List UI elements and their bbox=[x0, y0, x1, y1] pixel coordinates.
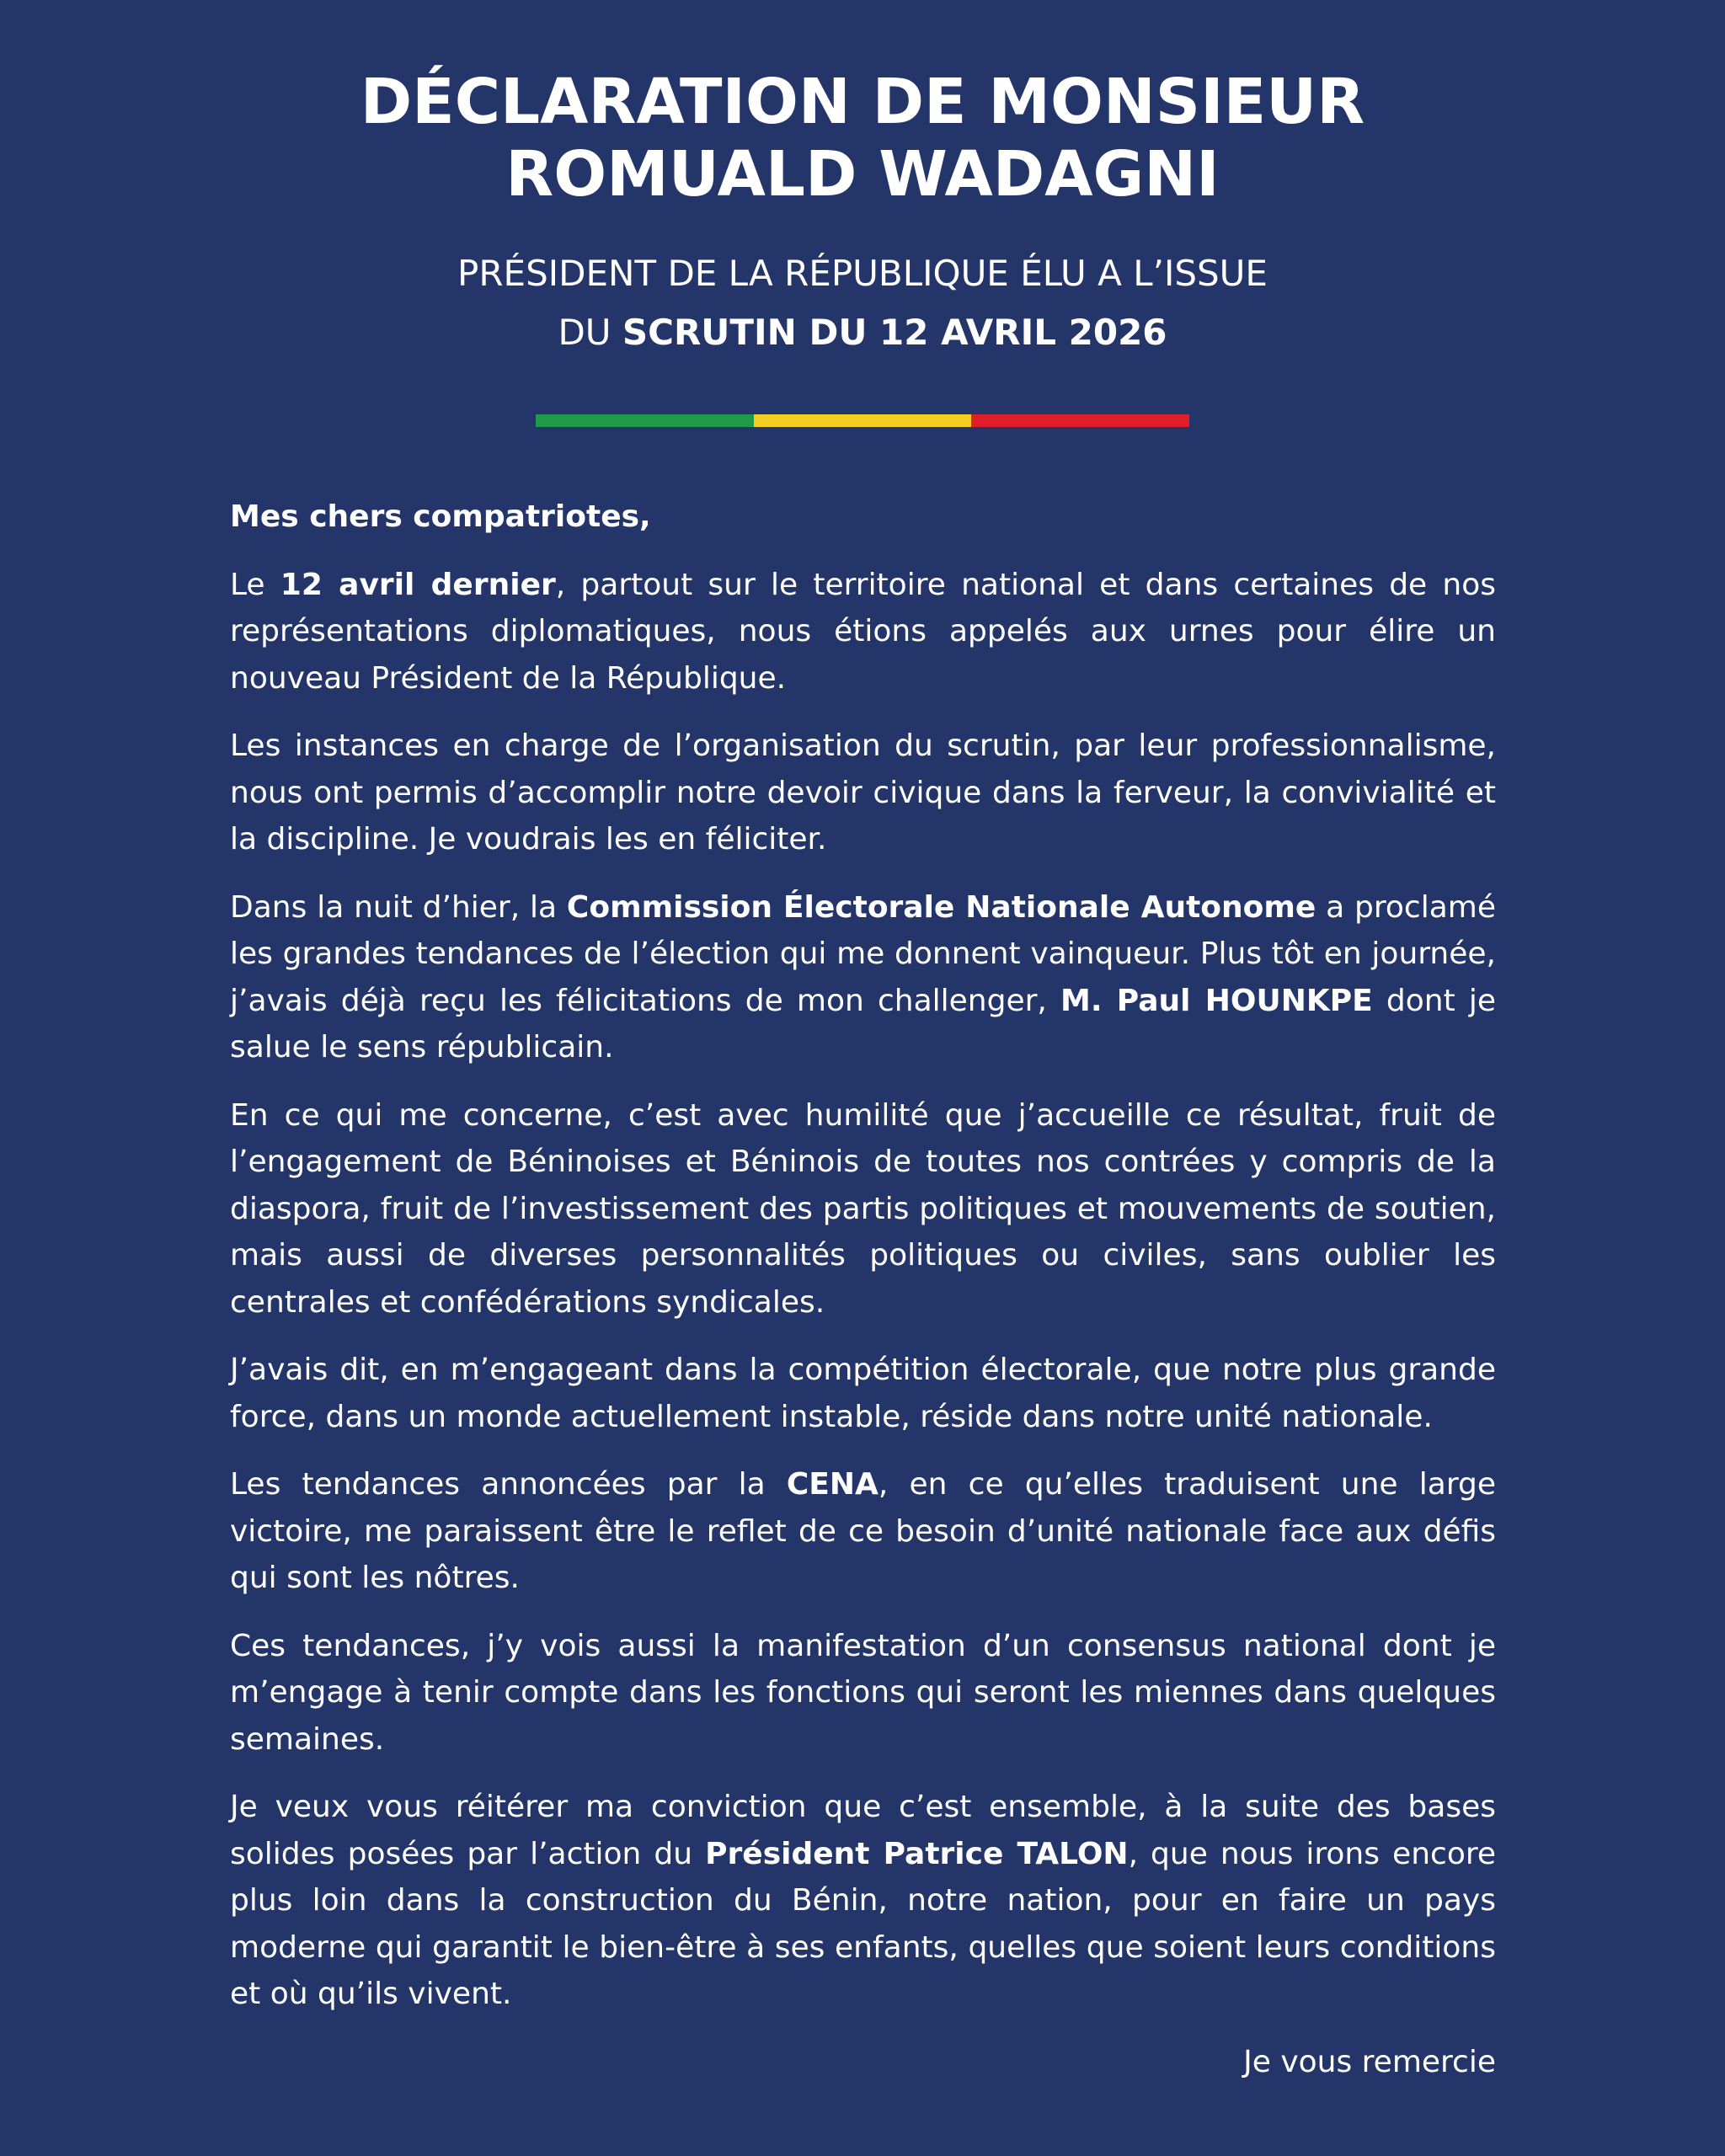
subtitle-line-1: PRÉSIDENT DE LA RÉPUBLIQUE ÉLU A L’ISSUE bbox=[457, 253, 1268, 294]
statement-body bbox=[230, 494, 1496, 2085]
p1-bold-date: 12 avril dernier bbox=[280, 567, 556, 602]
paragraph-3 bbox=[230, 884, 1496, 1071]
national-flag-divider bbox=[536, 414, 1189, 427]
title-line-2: ROMUALD WADAGNI bbox=[505, 138, 1220, 211]
p6-text-1: Les tendances annoncées par la bbox=[230, 1467, 787, 1502]
flag-stripe-red bbox=[971, 414, 1189, 427]
p3-bold-commission: Commission Électorale Nationale Autonome bbox=[566, 889, 1316, 925]
paragraph-2: Les instances en charge de l’organisation du scrutin, par leur professionnalisme, nous ont permis d’accomplir notre devoir civique dans la ferveur, la convivialité et la discipline. Je voudrais les en féliciter. bbox=[230, 728, 1496, 857]
p6-bold-cena: CENA bbox=[786, 1467, 879, 1502]
closing-line: Je vous remercie bbox=[1243, 2044, 1496, 2079]
subtitle bbox=[0, 244, 1725, 362]
p1-text-1: Le bbox=[230, 567, 280, 602]
salutation: Mes chers compatriotes, bbox=[230, 499, 651, 534]
p3-text-2: a proclamé les grandes tendances de l’élection qui me donnent vainqueur. Plus tôt en journée, j’avais déjà reçu les félicitations de mon challenger, bbox=[230, 889, 1497, 1018]
paragraph-6 bbox=[230, 1461, 1496, 1602]
subtitle-line-2-prefix: DU bbox=[558, 312, 622, 353]
paragraph-5: J’avais dit, en m’engageant dans la compétition électorale, que notre plus grande force, dans un monde actuellement instable, réside dans notre unité nationale. bbox=[230, 1353, 1496, 1434]
p3-text-3: dont je salue le sens républicain. bbox=[230, 983, 1496, 1065]
p6-text-2: , en ce qu’elles traduisent une large victoire, me paraissent être le reflet de ce besoin d’unité nationale face aux défis qui sont les nôtres. bbox=[230, 1467, 1496, 1595]
p8-text-1: Je veux vous réitérer ma conviction que c’est ensemble, à la suite des bases solides posées par l’action du bbox=[230, 1790, 1496, 1871]
title-line-1: DÉCLARATION DE MONSIEUR bbox=[360, 66, 1365, 138]
p3-bold-challenger: M. Paul HOUNKPE bbox=[1060, 983, 1373, 1018]
paragraph-4: En ce qui me concerne, c’est avec humilité que j’accueille ce résultat, fruit de l’engagement de Béninoises et Béninois de toutes nos contrées y compris de la diaspora, fruit de l’investissement des partis politiques et mouvements de soutien, mais aussi de diverses personnalités politiques ou civiles, sans oublier les centrales et confédérations syndicales. bbox=[230, 1097, 1496, 1320]
subtitle-line-2-bold: SCRUTIN DU 12 AVRIL 2026 bbox=[622, 312, 1167, 353]
page-title bbox=[0, 66, 1725, 211]
p3-text-1: Dans la nuit d’hier, la bbox=[230, 889, 567, 925]
flag-stripe-yellow bbox=[754, 414, 972, 427]
paragraph-7: Ces tendances, j’y vois aussi la manifestation d’un consensus national dont je m’engage à tenir compte dans les fonctions qui seront les miennes dans quelques semaines. bbox=[230, 1628, 1496, 1757]
p8-bold-president: Président Patrice TALON bbox=[705, 1836, 1129, 1871]
paragraph-8 bbox=[230, 1784, 1496, 2018]
p8-text-2: , que nous irons encore plus loin dans la construction du Bénin, notre nation, pour en faire un pays moderne qui garantit le bien-être à ses enfants, quelles que soient leurs conditions et où qu’ils vivent. bbox=[230, 1836, 1496, 2011]
flag-stripe-green bbox=[536, 414, 754, 427]
paragraph-1 bbox=[230, 562, 1496, 702]
p1-text-2: , partout sur le territoire national et dans certaines de nos représentations diplomatiques, nous étions appelés aux urnes pour élire un nouveau Président de la République. bbox=[230, 567, 1496, 696]
header bbox=[0, 66, 1725, 362]
